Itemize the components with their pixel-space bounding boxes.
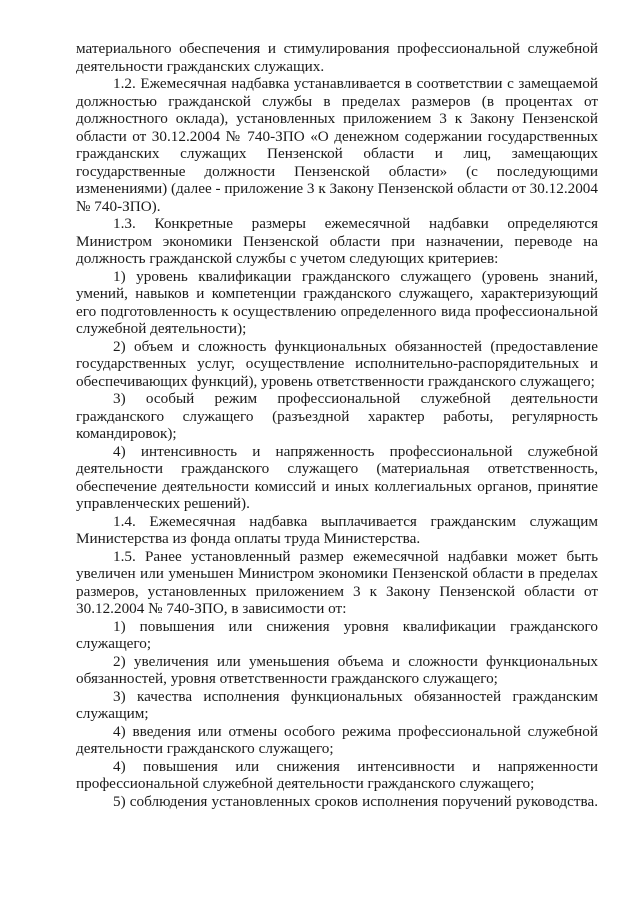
condition-4b: 4) повышения или снижения интенсивности и напряженности профессиональной служебной деятельности гражданского служащего; [76,757,598,792]
condition-3: 3) качества исполнения функциональных обязанностей гражданским служащим; [76,687,598,722]
document-page [76,40,598,810]
condition-2: 2) увеличения или уменьшения объема и сложности функциональных обязанностей, уровня ответственности гражданского служащего; [76,652,598,687]
paragraph-1-3: 1.3. Конкретные размеры ежемесячной надбавки определяются Министром экономики Пензенской области при назначении, переводе на должность гражданской службы с учетом следующих критериев: [76,215,598,267]
condition-1: 1) повышения или снижения уровня квалификации гражданского служащего; [76,617,598,652]
condition-5: 5) соблюдения установленных сроков исполнения поручений руководства. [113,792,598,810]
paragraph-continuation: материального обеспечения и стимулирования профессиональной служебной деятельности гражданских служащих. [76,40,598,75]
criterion-1: 1) уровень квалификации гражданского служащего (уровень знаний, умений, навыков и компетенции гражданского служащего, характеризующий его подготовленность к осуществлению определенного вида профессиональной служебной деятельности); [76,267,598,337]
criterion-3: 3) особый режим профессиональной служебной деятельности гражданского служащего (разъездной характер работы, регулярность командировок); [76,390,598,442]
criterion-2: 2) объем и сложность функциональных обязанностей (предоставление государственных услуг, осуществление исполнительно-распорядительных и обеспечивающих функций), уровень ответственности гражданского служащего; [76,337,598,390]
paragraph-1-5: 1.5. Ранее установленный размер ежемесячной надбавки может быть увеличен или уменьшен Министром экономики Пензенской области в пределах размеров, установленных приложением 3 к Закону Пензенской области от 30.12.2004 № 740-ЗПО, в зависимости от: [76,547,598,617]
condition-4a: 4) введения или отмены особого режима профессиональной служебной деятельности гражданского служащего; [76,722,598,757]
criterion-4: 4) интенсивность и напряженность профессиональной служебной деятельности гражданского служащего (материальная ответственность, обеспечение деятельности комиссий и иных коллегиальных органов, принятие управленческих решений). [76,442,598,512]
paragraph-1-4: 1.4. Ежемесячная надбавка выплачивается гражданским служащим Министерства из фонда оплаты труда Министерства. [76,512,598,547]
paragraph-1-2: 1.2. Ежемесячная надбавка устанавливается в соответствии с замещаемой должностью гражданской службы в пределах размеров (в процентах от должностного оклада), установленных приложением 3 к Закону Пензенской области от 30.12.2004 № 740-ЗПО «О денежном содержании государственных гражданских служащих Пензенской области и лиц, замещающих государственные должности Пензенской области» (с последующими изменениями) (далее - приложение 3 к Закону Пензенской области от 30.12.2004 № 740-ЗПО). [76,75,598,215]
